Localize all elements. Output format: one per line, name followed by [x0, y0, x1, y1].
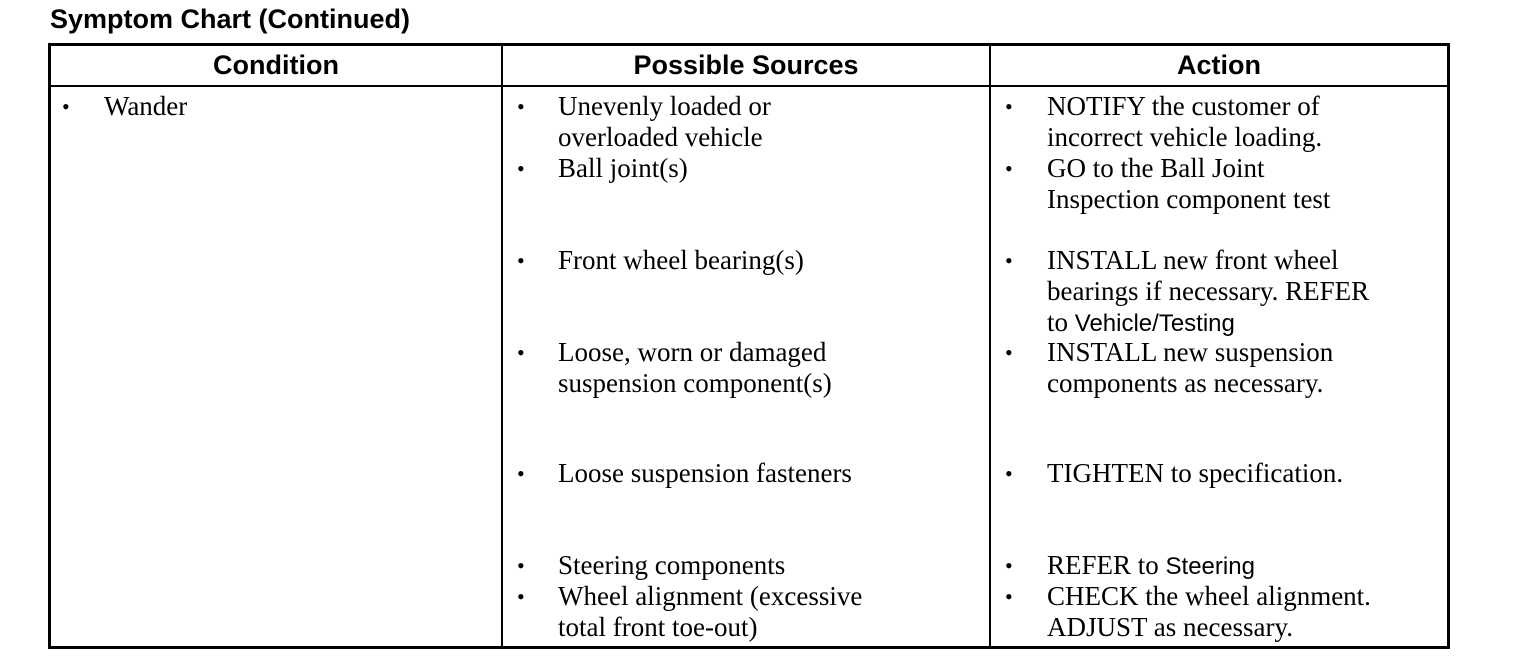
reference-steering: Steering — [1165, 553, 1255, 580]
source-unevenly-loaded: Unevenly loaded or overloaded vehicle — [558, 91, 771, 152]
condition-wander: Wander — [104, 91, 188, 121]
bullet-icon: • — [517, 248, 525, 273]
header-possible-sources: Possible Sources — [633, 50, 859, 80]
bullet-icon: • — [517, 584, 525, 609]
source-suspension-components: Loose, worn or damaged suspension component(s) — [558, 337, 832, 398]
column-divider-1 — [501, 43, 503, 649]
action-refer-steering: REFER to Steering — [1047, 550, 1255, 580]
bullet-icon: • — [1005, 340, 1013, 365]
header-action: Action — [1177, 50, 1261, 80]
header-condition: Condition — [213, 50, 339, 80]
source-ball-joints: Ball joint(s) — [558, 153, 688, 183]
bullet-icon: • — [1005, 584, 1013, 609]
action-check-alignment: CHECK the wheel alignment. ADJUST as necessary. — [1047, 581, 1371, 642]
bullet-icon: • — [517, 94, 525, 119]
chart-title: Symptom Chart (Continued) — [50, 4, 410, 34]
action-install-suspension: INSTALL new suspension components as necessary. — [1047, 337, 1334, 398]
header-divider — [48, 85, 1450, 87]
bullet-icon: • — [517, 461, 525, 486]
source-steering-components: Steering components — [558, 550, 786, 580]
bullet-icon: • — [62, 94, 70, 119]
source-front-wheel-bearings: Front wheel bearing(s) — [558, 245, 804, 275]
bullet-icon: • — [1005, 94, 1013, 119]
action-notify-customer: NOTIFY the customer of incorrect vehicle loading. — [1047, 91, 1323, 152]
bullet-icon: • — [517, 340, 525, 365]
action-install-bearings: INSTALL new front wheel bearings if necessary. REFER to Vehicle/Testing — [1047, 245, 1370, 337]
action-ball-joint-inspection: GO to the Ball Joint Inspection component test — [1047, 153, 1331, 214]
bullet-icon: • — [517, 156, 525, 181]
action-tighten: TIGHTEN to specification. — [1047, 458, 1344, 488]
source-wheel-alignment: Wheel alignment (excessive total front toe-out) — [558, 581, 863, 642]
bullet-icon: • — [517, 553, 525, 578]
bullet-icon: • — [1005, 248, 1013, 273]
column-divider-2 — [989, 43, 991, 649]
bullet-icon: • — [1005, 461, 1013, 486]
bullet-icon: • — [1005, 553, 1013, 578]
bullet-icon: • — [1005, 156, 1013, 181]
source-loose-fasteners: Loose suspension fasteners — [558, 458, 852, 488]
reference-vehicle-testing: Vehicle/Testing — [1074, 310, 1235, 337]
